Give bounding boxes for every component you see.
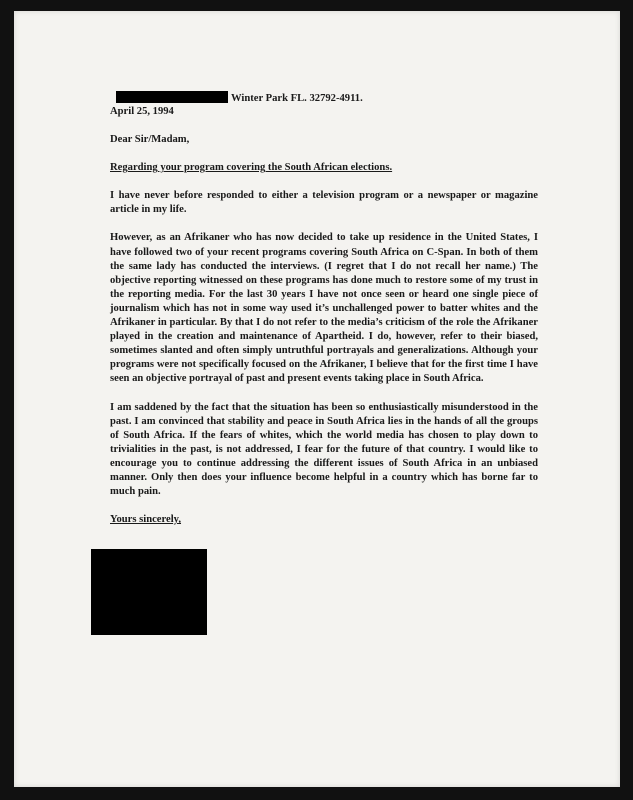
paragraph-2: However, as an Afrikaner who has now decided to take up residence in the United States, I have followed two of your recent programs covering South Africa on C-Span. In both of them the same lady has conducted the interviews. (I regret that I do not recall her name.) The objective reporting witnessed on these programs has done much to restore some of my trust in the reporting media. For the last 30 years I have not once seen or heard one single piece of journalism which has not in some way used it’s unchallenged power to batter whites and the Afrikaner in particular. By that I do not refer to the media’s criticism of the role the Afrikaner played in the creation and maintenance of Apartheid. I do, however, refer to their biased, sometimes slanted and often simply untruthful portrayals and generalizations. Although your programs were not specifically focused on the Afrikaner, I believe that for the first time I have seen an objective portrayal of past and present events taking place in South Africa.: [110, 232, 538, 385]
letter-date: April 25, 1994: [110, 106, 174, 117]
subject-line: Regarding your program covering the South African elections.: [110, 162, 393, 174]
salutation: Dear Sir/Madam,: [110, 134, 190, 146]
paragraph-3: I am saddened by the fact that the situation has been so enthusiastically misunderstood in the past. I am convinced that stability and peace in South Africa lies in the hands of all the groups of South Africa. If the fears of whites, which the world media has chosen to play down to trivialities in the past, is not addressed, I fear for the future of that country. I would like to encourage you to continue addressing the different issues of South Africa in an unbiased manner. Only then does your influence become helpful in a country which has borne far to much pain.: [110, 401, 538, 498]
sender-address-line: [116, 91, 538, 105]
redacted-signature: [91, 549, 207, 635]
closing-text: Yours sincerely,: [110, 514, 182, 526]
closing: [110, 513, 538, 527]
redacted-sender-name: [116, 91, 228, 103]
letter-body: [110, 91, 538, 527]
sender-address: Winter Park FL. 32792-4911.: [231, 93, 363, 104]
letter-page: [14, 11, 620, 787]
paragraph-1: I have never before responded to either a television program or a newspaper or magazine article in my life.: [110, 190, 538, 216]
